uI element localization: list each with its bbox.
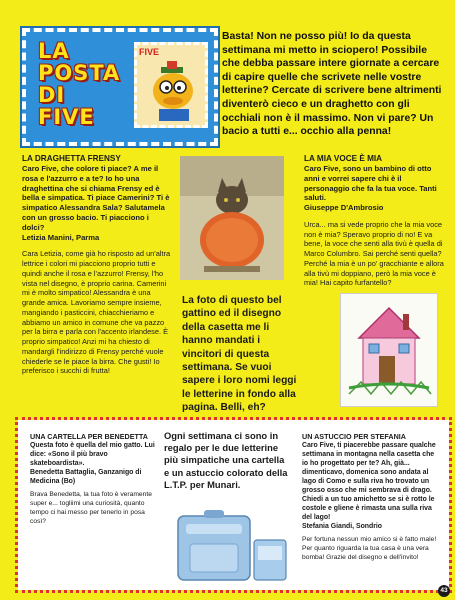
- letter-heading: UN ASTUCCIO PER STEFANIA: [302, 432, 406, 441]
- letter-signature: Benedetta Battaglia, Ganzanigo di Medicina (Bo): [30, 469, 142, 485]
- letter-frensy: [22, 154, 172, 376]
- letter-signature: Giuseppe D'Ambrosio: [304, 203, 384, 213]
- prize-announcement: Ogni settimana ci sono in regalo per le due letterine più simpatiche una cartella e un astuccio colorato della L.T.P. per Munari.: [164, 430, 288, 490]
- letter-heading: LA MIA VOCE È MIA: [304, 154, 383, 163]
- backpack-and-pencil-case-image: [168, 510, 292, 586]
- title-line-five: FIVE: [38, 105, 95, 129]
- title-line-posta: POSTA: [38, 61, 121, 85]
- cat-in-costume-image: [180, 156, 284, 280]
- cat-photo: [180, 156, 284, 280]
- letter-heading: UNA CARTELLA PER BENEDETTA: [30, 432, 148, 441]
- letter-body: Questa foto è quella del mio gatto. Lui dice: «Sono il più bravo skateboardista».: [30, 442, 155, 467]
- letter-cartella: [30, 432, 160, 527]
- house-drawing: [340, 293, 438, 407]
- letter-voce: [304, 154, 444, 288]
- letter-astuccio: [302, 432, 442, 563]
- letter-reply: Brava Benedetta, la tua foto è veramente super e... togliimi una curiosità, quanto tempo ci hai messo per tenerlo in posa così?: [30, 491, 152, 525]
- title-line-di: DI: [38, 83, 66, 107]
- photo-caption: La foto di questo bel gattino ed il disegno della casetta me li hanno mandati i vincitori di questa settimana. Se vuoi sapere i loro nomi leggi le letterine in fondo alla pagina. Belli, eh?: [182, 295, 297, 414]
- column-title: [38, 40, 138, 128]
- letter-heading: LA DRAGHETTA FRENSY: [22, 154, 121, 163]
- letter-body: Caro Five, che colore ti piace? A me il rosa e l'azzurro e a te? Io ho una draghettina che si chiama Frensy ed è bella e simpatica. Ti piace Camerini? Ti è simpatico Alessandra Sala? Salutamela con un grosso bacio. Ti piacciono i dolci?: [22, 164, 170, 232]
- page-number: 43: [438, 585, 450, 597]
- intro-text: Basta! Non ne posso più! Io da questa settimana mi metto in sciopero! Possibile che debba passare intere giornate a cercare di capire quelle che scrivete nelle vostre letterine? Cercate di scrivere bene altrimenti diventerò cieco e un draghetto con gli occhiali non è il massimo. Non vi pare? Un bacio a tutti e... occhio alla penna!: [222, 31, 442, 138]
- letter-reply: Urca... ma si vede proprio che la mia voce non è mia? Speravo proprio di no! E va bene, la voce che senti alla tivù è quella di Marco Columbro. Sai perché senti quella? Perché la mia è un po' gracchiante e allora alla tivù mi doppiano, però la mia voce è mia! Hai capito furfantello?: [304, 219, 444, 288]
- stamp-illustration: [134, 42, 208, 128]
- dragon-mascot-icon: [147, 61, 201, 123]
- column-logo: [22, 28, 218, 146]
- letter-body: Caro Five, sono un bambino di otto anni e vorrei sapere chi è il personaggio che fa la tua voce. Tanti saluti.: [304, 164, 437, 203]
- prize-box: [18, 420, 449, 590]
- letter-signature: Letizia Manini, Parma: [22, 232, 100, 242]
- title-line-la: LA: [38, 39, 70, 63]
- house-drawing-image: [341, 294, 437, 406]
- letter-signature: Stefania Giandi, Sondrio: [302, 523, 383, 530]
- letter-body: Caro Five, ti piacerebbe passare qualche settimana in montagna nella casetta che io ho progettato per te? Ah, già... dimenticavo, domenica sono andata al lago di Como e sulla riva ho trovato un grosso osso che mi sembrava di drago. Chiedi a un tuo amichetto se si è rotto le costole e gliene è rimasta una sulla riva del lago!: [302, 442, 436, 521]
- letter-reply: Cara Letizia, come già ho risposto ad un'altra lettrice i colori mi piacciono proprio tutti e quindi anche il rosa e l'azzurro! Frensy, l'ho vista nel disegno, è proprio carina. Camerini mi è molto simpatico! Alessandra è una grande amica. Lavoriamo sempre insieme, mangiando i pasticcini, chiacchieriamo e abbiamo un amico in comune che va pazzo per la birra e parla con l'accento irlandese. È proprio simpatico! Anzi mi ha chiesto di mandargli l'indirizzo di Frensy perché vuole chiederle se le piace la birra. Che gusti! Io preferisco i succhi di frutta!: [22, 249, 171, 376]
- stamp-label: FIVE: [139, 47, 160, 57]
- letter-reply: Per fortuna nessun mio amico si è fatto male! Per quanto riguarda la tua casa è una vera bomba! Grazie del disegno e dell'invito!: [302, 536, 437, 561]
